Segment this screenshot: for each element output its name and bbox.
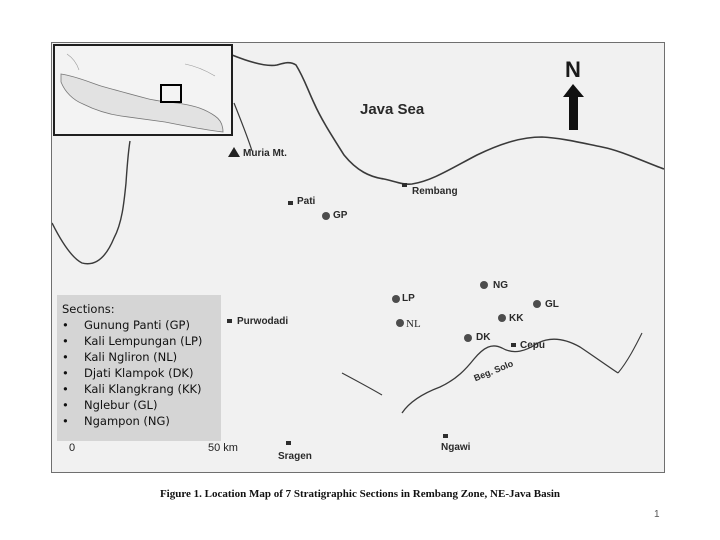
section-label-dk: DK — [476, 332, 491, 343]
section-marker-gp — [322, 212, 330, 220]
legend-title: Sections: — [62, 302, 115, 316]
legend-bullet: • — [62, 366, 69, 380]
legend-item — [62, 365, 216, 381]
legend-item-label: Nglebur (GL) — [84, 398, 158, 412]
scale-end-label: 50 km — [208, 442, 238, 454]
legend-item — [62, 317, 216, 333]
coastline-west — [52, 141, 130, 264]
city-label-purwodadi: Purwodadi — [237, 316, 289, 327]
section-label-nl: NL — [406, 318, 421, 330]
page-number: 1 — [654, 509, 660, 520]
legend-bullet: • — [62, 414, 69, 428]
inset-map — [53, 44, 233, 136]
north-label: N — [565, 57, 581, 82]
legend-item-label: Kali Klangkrang (KK) — [84, 382, 202, 396]
city-marker-cepu — [511, 343, 516, 347]
north-arrow-icon — [563, 84, 584, 130]
inset-study-area-box — [161, 85, 181, 102]
river-bengawan-solo-tributary — [342, 373, 382, 395]
coastline-inner — [234, 103, 252, 151]
coastline — [232, 55, 664, 184]
section-marker-kk — [498, 314, 506, 322]
sea-label: Java Sea — [360, 101, 425, 118]
city-marker-sragen — [286, 441, 291, 445]
figure-caption: Figure 1. Location Map of 7 Stratigraphic Sections in Rembang Zone, NE-Java Basin — [159, 488, 561, 500]
section-label-gp: GP — [333, 210, 348, 221]
legend-item — [62, 413, 216, 429]
section-label-ng: NG — [493, 280, 508, 291]
legend-item — [62, 397, 216, 413]
legend-item-label: Kali Lempungan (LP) — [84, 334, 203, 348]
legend-bullet: • — [62, 350, 69, 364]
city-marker-purwodadi — [227, 319, 232, 323]
section-label-gl: GL — [545, 299, 559, 310]
legend-item-label: Ngampon (NG) — [84, 414, 170, 428]
city-label-sragen: Sragen — [278, 451, 312, 462]
city-label-muria: Muria Mt. — [243, 148, 287, 159]
mountain-icon — [228, 147, 240, 157]
legend-bullet: • — [62, 398, 69, 412]
legend-item-label: Kali Ngliron (NL) — [84, 350, 178, 364]
legend-item — [62, 333, 216, 349]
city-label-cepu: Cepu — [520, 340, 545, 351]
sections-legend — [57, 295, 221, 441]
city-marker-ngawi — [443, 434, 448, 438]
section-marker-gl — [533, 300, 541, 308]
section-marker-dk — [464, 334, 472, 342]
section-label-kk: KK — [509, 313, 524, 324]
section-marker-ng — [480, 281, 488, 289]
inset-java-outline — [55, 46, 231, 134]
legend-bullet: • — [62, 318, 69, 332]
section-marker-lp — [392, 295, 400, 303]
river-bengawan-solo — [402, 339, 618, 413]
legend-item-label: Gunung Panti (GP) — [84, 318, 190, 332]
section-label-lp: LP — [402, 293, 415, 304]
city-label-ngawi: Ngawi — [441, 442, 471, 453]
legend-item — [62, 349, 216, 365]
section-marker-nl — [396, 319, 404, 327]
city-label-rembang: Rembang — [412, 186, 458, 197]
legend-bullet: • — [62, 382, 69, 396]
city-marker-rembang — [402, 183, 407, 187]
legend-bullet: • — [62, 334, 69, 348]
location-map — [51, 42, 665, 473]
legend-item — [62, 381, 216, 397]
river-label: Beg. Solo — [472, 358, 515, 384]
river-bengawan-solo-east — [618, 333, 642, 373]
city-marker-pati — [288, 201, 293, 205]
scale-start-label: 0 — [69, 442, 76, 454]
legend-item-label: Djati Klampok (DK) — [84, 366, 194, 380]
city-label-pati: Pati — [297, 196, 316, 207]
